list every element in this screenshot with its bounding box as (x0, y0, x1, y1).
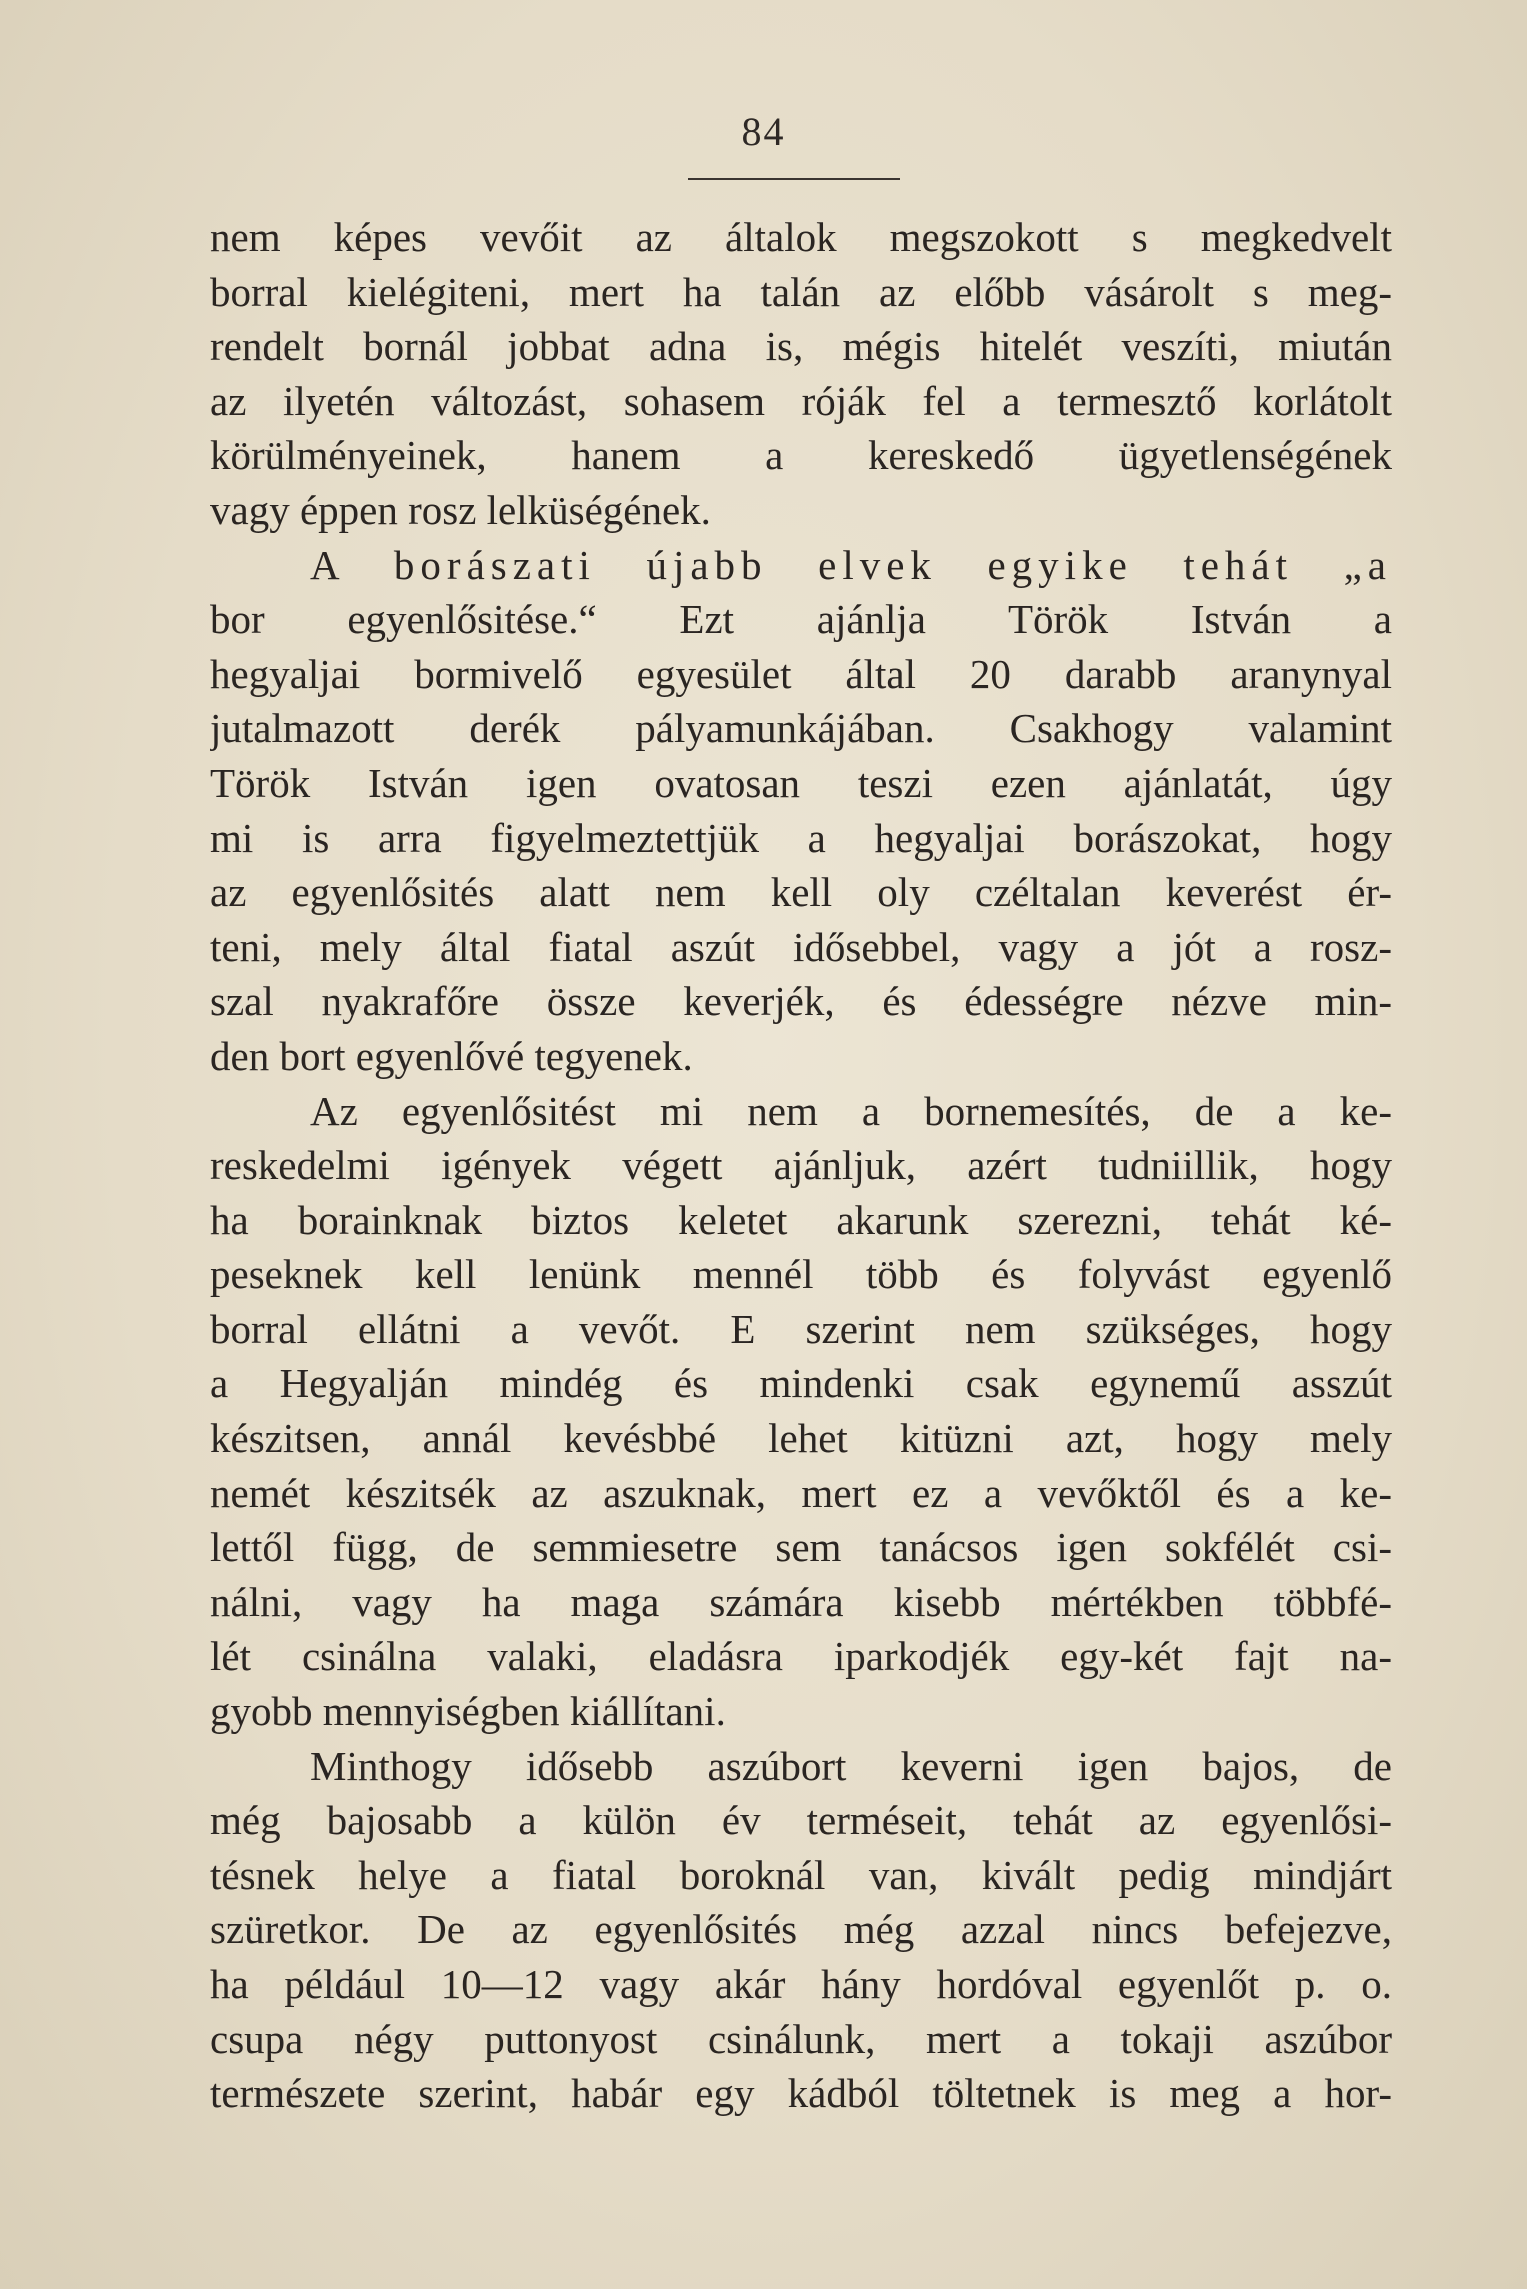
text-line: mi is arra figyelmeztettjük a hegyaljai borászokat, hogy (210, 814, 1392, 861)
header-rule (688, 178, 900, 180)
text-line: peseknek kell lenünk mennél több és folyvást egyenlő (210, 1251, 1392, 1298)
text-line: reskedelmi igények végett ajánljuk, azért tudniillik, hogy (210, 1142, 1392, 1189)
text-line: lettől függ, de semmiesetre sem tanácsos igen sokfélét csi- (210, 1524, 1392, 1571)
text-line: természete szerint, habár egy kádból töltetnek is meg a hor- (210, 2070, 1392, 2117)
text-line: borral ellátni a vevőt. E szerint nem szükséges, hogy (210, 1305, 1392, 1352)
text-line: még bajosabb a külön év terméseit, tehát az egyenlősi- (210, 1797, 1392, 1844)
text-line: az egyenlősités alatt nem kell oly czéltalan keverést ér- (210, 869, 1392, 916)
text-line: rendelt bornál jobbat adna is, mégis hitelét veszíti, miután (210, 323, 1392, 370)
text-line: teni, mely által fiatal aszút idősebbel, vagy a jót a rosz- (210, 923, 1392, 970)
text-line: A borászati újabb elvek egyike tehát „a (310, 541, 1392, 588)
text-line: gyobb mennyiségben kiállítani. (210, 1688, 726, 1735)
text-line: lét csinálna valaki, eladásra iparkodjék egy-két fajt na- (210, 1633, 1392, 1680)
body-text (210, 210, 1392, 2121)
text-line: szal nyakrafőre össze keverjék, és édességre nézve min- (210, 978, 1392, 1025)
text-line: hegyaljai bormivelő egyesület által 20 darabb aranynyal (210, 650, 1392, 697)
text-line: borral kielégiteni, mert ha talán az előbb vásárolt s meg- (210, 268, 1392, 315)
text-line: den bort egyenlővé tegyenek. (210, 1032, 693, 1079)
text-line: ha például 10—12 vagy akár hány hordóval egyenlőt p. o. (210, 1961, 1392, 2007)
text-line: szüretkor. De az egyenlősités még azzal nincs befejezve, (210, 1906, 1392, 1953)
text-line: Az egyenlősitést mi nem a bornemesítés, de a ke- (310, 1087, 1392, 1134)
text-line: körülményeinek, hanem a kereskedő ügyetlenségének (210, 432, 1392, 479)
text-line: nálni, vagy ha maga számára kisebb mértékben többfé- (210, 1578, 1392, 1625)
text-line: bor egyenlősitése.“ Ezt ajánlja Török István a (210, 596, 1392, 643)
page-number: 84 (741, 109, 786, 154)
text-line: Minthogy idősebb aszúbort keverni igen bajos, de (310, 1742, 1392, 1789)
text-line: Török István igen ovatosan teszi ezen ajánlatát, úgy (210, 759, 1392, 806)
text-line: nemét készitsék az aszuknak, mert ez a vevőktől és a ke- (210, 1469, 1392, 1516)
text-line: vagy éppen rosz lelküségének. (210, 486, 711, 533)
text-line: csupa négy puttonyost csinálunk, mert a tokaji aszúbor (210, 2015, 1392, 2062)
text-line: az ilyetén változást, sohasem róják fel a termesztő korlátolt (210, 377, 1392, 424)
text-line: nem képes vevőit az általok megszokott s megkedvelt (210, 214, 1392, 260)
text-line: jutalmazott derék pályamunkájában. Csakhogy valamint (210, 705, 1392, 752)
text-line: tésnek helye a fiatal boroknál van, kivált pedig mindjárt (210, 1851, 1392, 1898)
text-line: készitsen, annál kevésbbé lehet kitüzni azt, hogy mely (210, 1415, 1392, 1462)
text-line: a Hegyalján mindég és mindenki csak egynemű asszút (210, 1360, 1392, 1407)
text-line: ha borainknak biztos keletet akarunk szerezni, tehát ké- (210, 1196, 1392, 1243)
